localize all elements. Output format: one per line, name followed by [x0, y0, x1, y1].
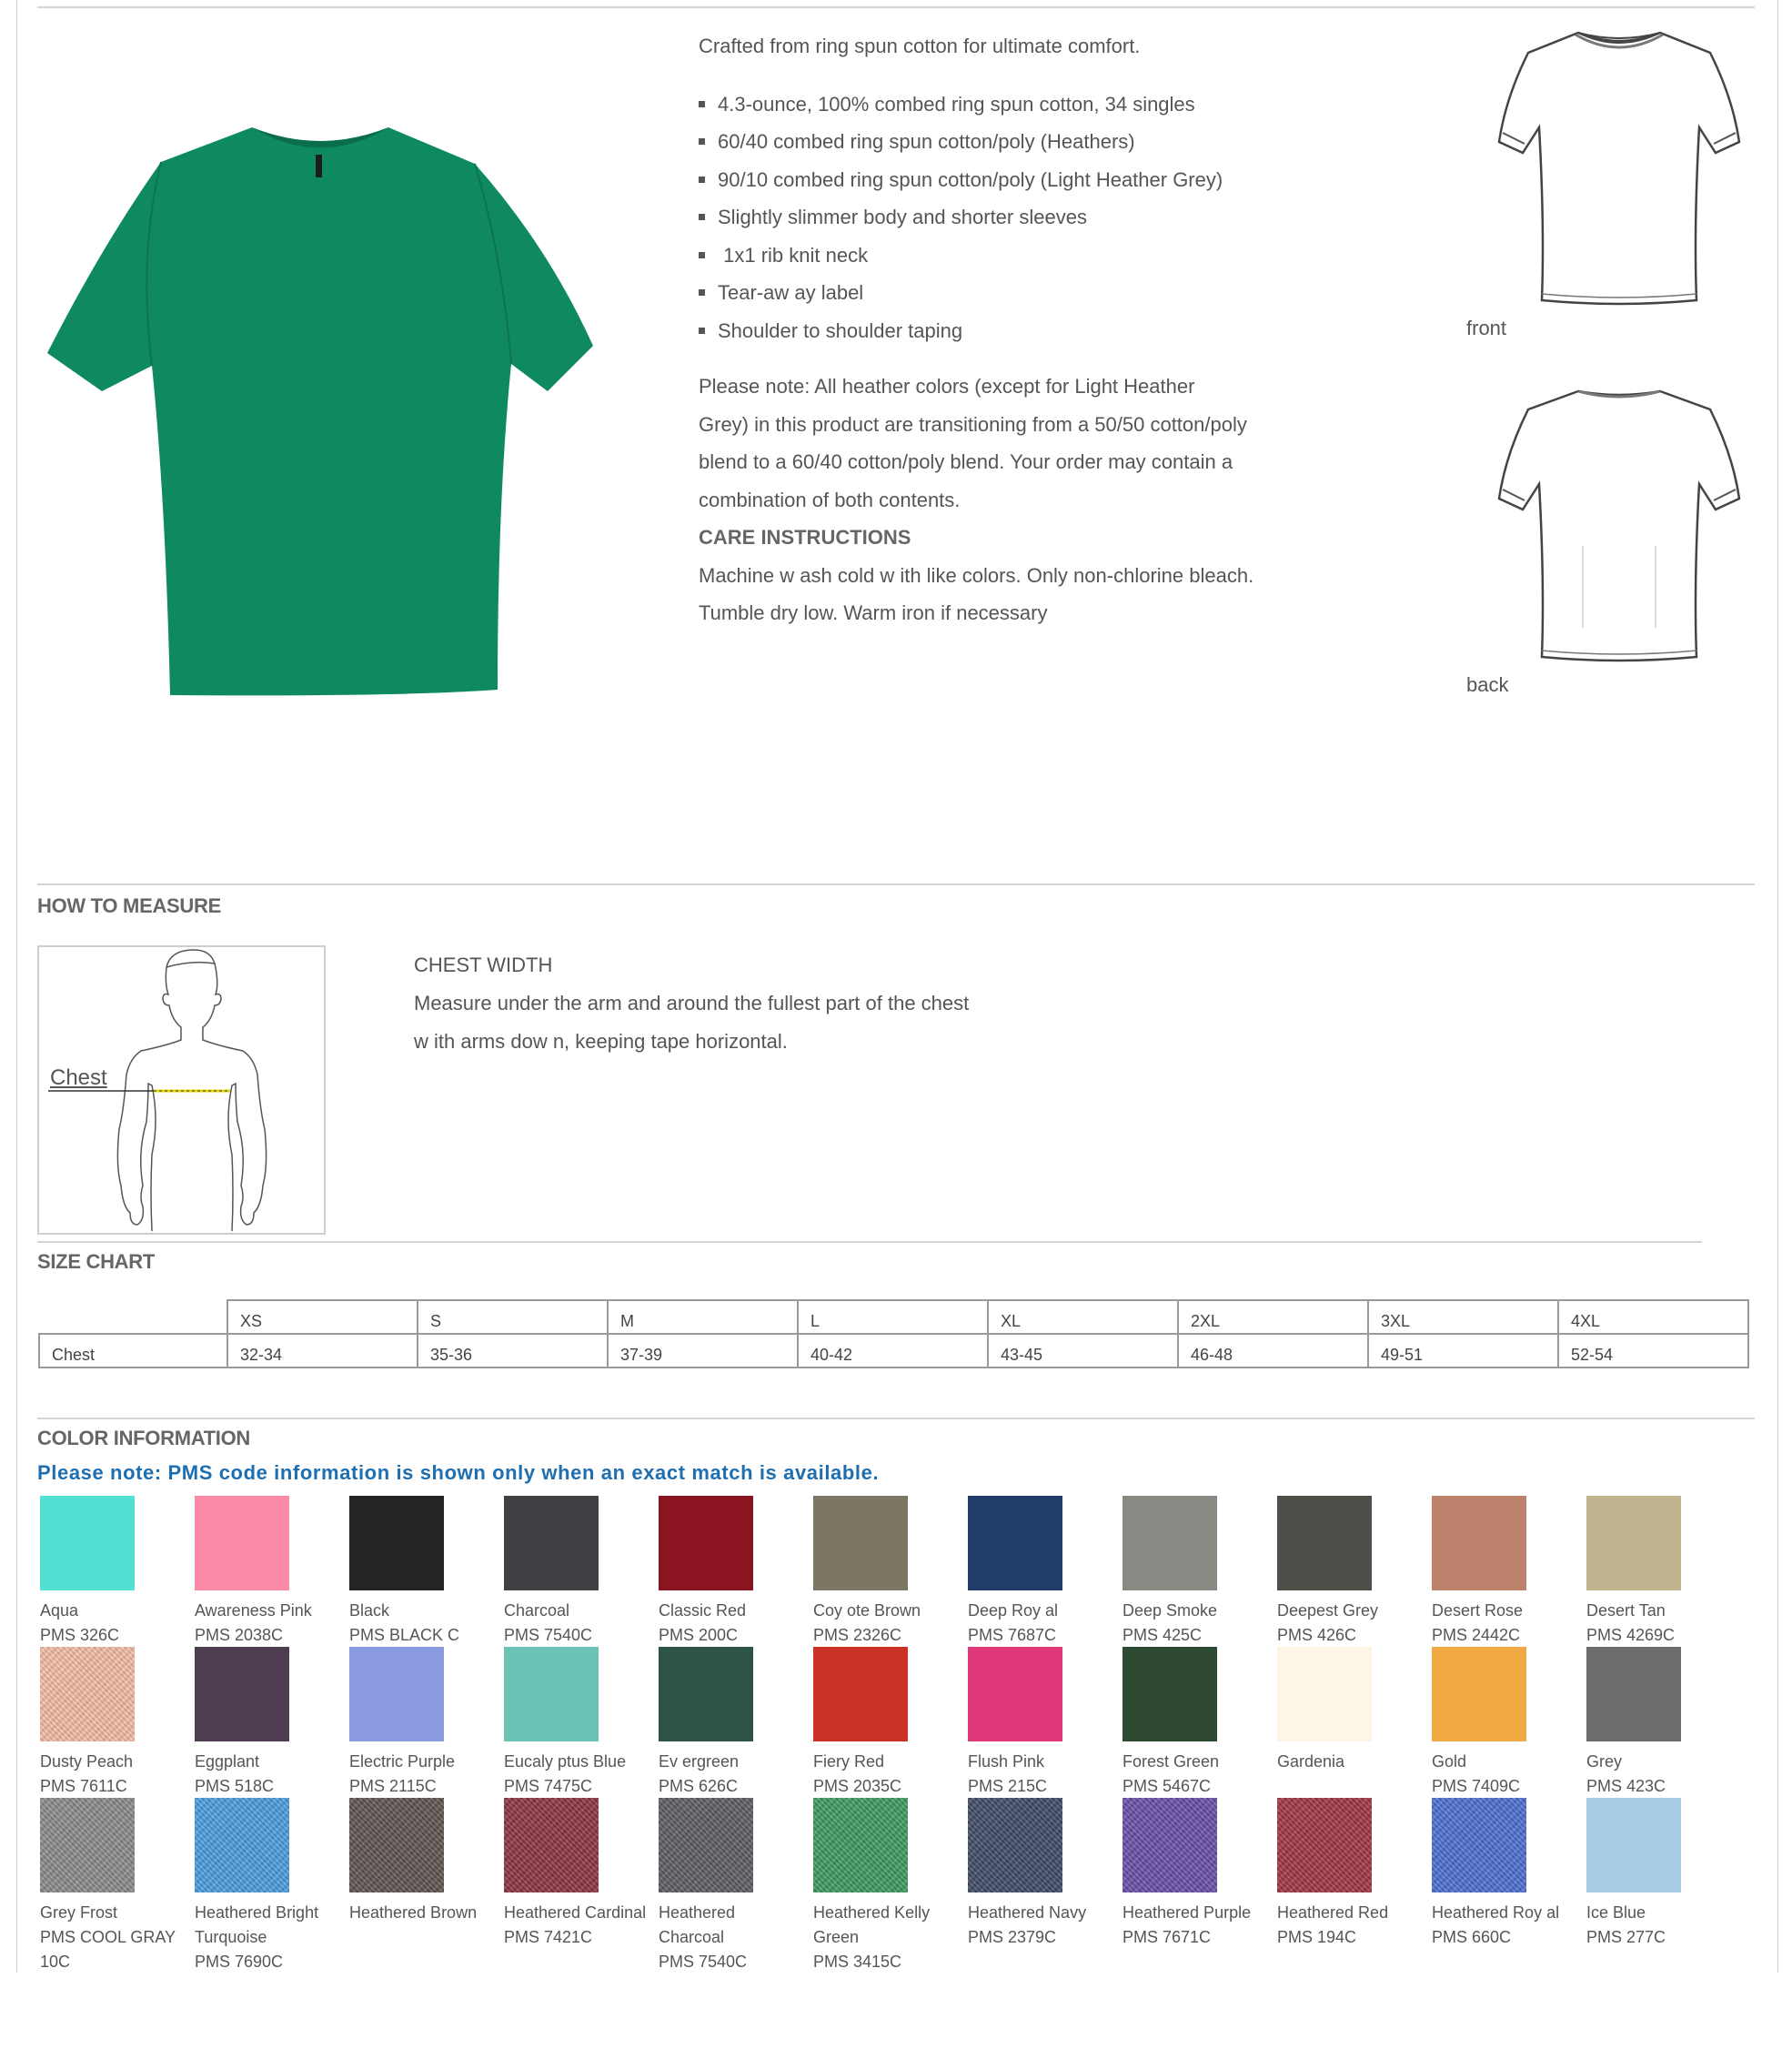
color-chip: [504, 1798, 599, 1892]
color-swatch-item: [813, 1496, 968, 1648]
pms-code: PMS 2035C: [813, 1777, 902, 1795]
color-name: Heathered Charcoal: [659, 1903, 736, 1946]
pms-code: PMS 7540C: [659, 1953, 748, 1971]
pms-code: PMS 7475C: [504, 1777, 593, 1795]
color-chip: [40, 1496, 135, 1590]
measure-line: Measure under the arm and around the fullest part of the chest: [414, 992, 970, 1014]
color-name: Desert Rose: [1432, 1601, 1524, 1620]
pms-code: PMS 7409C: [1432, 1777, 1521, 1795]
color-swatch-item: [349, 1647, 504, 1799]
pms-code: PMS 425C: [1123, 1626, 1203, 1644]
color-chip: [504, 1496, 599, 1590]
how-to-measure-title: HOW TO MEASURE: [37, 894, 221, 917]
note-line: combination of both contents.: [699, 488, 961, 511]
color-swatch-item: [1277, 1647, 1432, 1774]
pms-code: PMS 660C: [1432, 1928, 1512, 1946]
color-name: Flush Pink: [968, 1752, 1045, 1771]
color-swatch-item: [195, 1647, 349, 1799]
size-header-cell: XS: [227, 1300, 418, 1334]
color-name: Forest Green: [1123, 1752, 1220, 1771]
color-name: Heathered Bright Turquoise: [195, 1903, 319, 1946]
color-chip: [1586, 1647, 1681, 1741]
color-swatch-item: [40, 1496, 195, 1648]
color-name: Heathered Cardinal: [504, 1903, 647, 1922]
color-name: Eggplant: [195, 1752, 260, 1771]
pms-code: PMS 2115C: [349, 1777, 437, 1795]
size-value-cell: 46-48: [1178, 1334, 1368, 1368]
color-swatch-item: [504, 1798, 659, 1950]
care-line: Machine w ash cold w ith like colors. Only non-chlorine bleach.: [699, 563, 1254, 587]
size-chart-title: SIZE CHART: [37, 1250, 156, 1273]
pms-code: PMS 194C: [1277, 1928, 1357, 1946]
bullet-icon: [699, 214, 705, 220]
bullet-icon: [699, 289, 705, 296]
pms-code: PMS 4269C: [1586, 1626, 1676, 1644]
color-swatch-item: [968, 1496, 1123, 1648]
tshirt-back-sketch: [1492, 382, 1747, 673]
chest-label: Chest: [50, 1065, 107, 1090]
pms-code: PMS 7421C: [504, 1928, 593, 1946]
color-swatch-item: [349, 1496, 504, 1648]
divider: [37, 1241, 1702, 1243]
tshirt-body: [47, 127, 593, 695]
bullet-icon: [699, 101, 705, 107]
intro-text: Crafted from ring spun cotton for ultimate comfort.: [699, 35, 1141, 57]
size-header-row: [39, 1300, 1748, 1334]
pms-code: PMS 326C: [40, 1626, 120, 1644]
color-chip: [1277, 1798, 1372, 1892]
row-label-cell: Chest: [39, 1334, 227, 1368]
color-name: Grey: [1586, 1752, 1623, 1771]
size-header-cell: L: [798, 1300, 988, 1334]
color-chip: [813, 1647, 908, 1741]
pms-note: Please note: PMS code information is shown only when an exact match is available.: [37, 1461, 880, 1484]
bullet-icon: [699, 252, 705, 258]
color-name: Aqua: [40, 1601, 79, 1620]
size-header-cell: XL: [988, 1300, 1178, 1334]
color-swatch-item: [813, 1798, 968, 1974]
color-chip: [1432, 1647, 1526, 1741]
top-divider: [37, 6, 1755, 8]
color-swatch-item: [1277, 1496, 1432, 1648]
pms-code: PMS BLACK C: [349, 1626, 460, 1644]
color-name: Dusty Peach: [40, 1752, 134, 1771]
pms-code: PMS 426C: [1277, 1626, 1357, 1644]
color-chip: [40, 1647, 135, 1741]
pms-code: PMS 2442C: [1432, 1626, 1521, 1644]
feature-list: [699, 86, 1317, 350]
color-chip: [1277, 1496, 1372, 1590]
color-name: Ev ergreen: [659, 1752, 740, 1771]
color-name: Awareness Pink: [195, 1601, 312, 1620]
color-chip: [659, 1496, 753, 1590]
color-name: Gold: [1432, 1752, 1467, 1771]
pms-code: PMS 7687C: [968, 1626, 1057, 1644]
color-name: Eucaly ptus Blue: [504, 1752, 627, 1771]
note-line: Please note: All heather colors (except for Light Heather: [699, 375, 1195, 398]
color-name: Coy ote Brown: [813, 1601, 921, 1620]
color-swatch-item: [968, 1798, 1123, 1950]
color-chip: [1123, 1647, 1217, 1741]
care-line: Tumble dry low. Warm iron if necessary: [699, 601, 1048, 624]
color-chip: [195, 1647, 289, 1741]
color-chip: [659, 1647, 753, 1741]
pms-code: PMS 7540C: [504, 1626, 593, 1644]
color-swatch-item: [968, 1647, 1123, 1799]
color-swatch-item: [1123, 1798, 1277, 1950]
care-heading: CARE INSTRUCTIONS: [699, 526, 911, 549]
empty-corner-cell: [39, 1300, 227, 1334]
size-header-cell: 4XL: [1558, 1300, 1748, 1334]
feature-item: 4.3-ounce, 100% combed ring spun cotton, 34 singles: [699, 86, 1317, 124]
color-swatch-item: [349, 1798, 504, 1925]
color-name: Deepest Grey: [1277, 1601, 1379, 1620]
color-name: Gardenia: [1277, 1752, 1345, 1771]
color-swatch-item: [1277, 1798, 1432, 1950]
color-chip: [968, 1647, 1062, 1741]
color-chip: [813, 1798, 908, 1892]
color-swatch-item: [1586, 1647, 1741, 1799]
color-chip: [968, 1496, 1062, 1590]
pms-code: PMS 423C: [1586, 1777, 1666, 1795]
color-chip: [1123, 1496, 1217, 1590]
feature-item: 1x1 rib knit neck: [699, 237, 1317, 275]
size-header-cell: 3XL: [1368, 1300, 1558, 1334]
note-line: blend to a 60/40 cotton/poly blend. Your order may contain a: [699, 450, 1233, 473]
color-name: Charcoal: [504, 1601, 570, 1620]
color-chip: [349, 1647, 444, 1741]
color-swatch-item: [813, 1647, 968, 1799]
front-label: front: [1466, 317, 1507, 339]
color-name: Heathered Roy al: [1432, 1903, 1560, 1922]
color-information-title: COLOR INFORMATION: [37, 1427, 251, 1449]
pms-code: PMS 626C: [659, 1777, 739, 1795]
color-chip: [349, 1496, 444, 1590]
pms-code: PMS 3415C: [813, 1953, 902, 1971]
color-name: Black: [349, 1601, 390, 1620]
color-name: Deep Roy al: [968, 1601, 1059, 1620]
color-name: Heathered Kelly Green: [813, 1903, 931, 1946]
measure-instructions: [414, 946, 969, 1061]
pms-code: PMS 2379C: [968, 1928, 1057, 1946]
color-name: Fiery Red: [813, 1752, 885, 1771]
pms-code: PMS 7671C: [1123, 1928, 1212, 1946]
bullet-icon: [699, 177, 705, 183]
color-swatch-item: [40, 1798, 195, 1974]
feature-item: Shoulder to shoulder taping: [699, 312, 1317, 350]
color-chip: [1432, 1798, 1526, 1892]
size-value-cell: 43-45: [988, 1334, 1178, 1368]
color-chip: [968, 1798, 1062, 1892]
feature-item: 90/10 combed ring spun cotton/poly (Light Heather Grey): [699, 161, 1317, 199]
back-label: back: [1466, 673, 1509, 696]
size-header-cell: S: [418, 1300, 608, 1334]
color-name: Classic Red: [659, 1601, 747, 1620]
bullet-icon: [699, 138, 705, 145]
color-chip: [659, 1798, 753, 1892]
size-header-cell: 2XL: [1178, 1300, 1368, 1334]
color-chip: [1123, 1798, 1217, 1892]
color-swatch-item: [504, 1647, 659, 1799]
divider: [37, 1418, 1755, 1419]
color-chip: [504, 1647, 599, 1741]
pms-code: PMS 2326C: [813, 1626, 902, 1644]
chest-width-heading: CHEST WIDTH: [414, 954, 553, 976]
color-chip: [1277, 1647, 1372, 1741]
color-name: Grey Frost: [40, 1903, 118, 1922]
color-name: Electric Purple: [349, 1752, 456, 1771]
size-value-cell: 49-51: [1368, 1334, 1558, 1368]
color-chip: [1586, 1496, 1681, 1590]
color-swatch-item: [659, 1647, 813, 1799]
size-value-cell: 37-39: [608, 1334, 798, 1368]
color-chip: [1586, 1798, 1681, 1892]
color-swatch-item: [1432, 1798, 1586, 1950]
color-swatch-item: [1432, 1647, 1586, 1799]
color-chip: [349, 1798, 444, 1892]
color-chip: [195, 1798, 289, 1892]
tshirt-photo: [38, 118, 602, 719]
note-line: Grey) in this product are transitioning from a 50/50 cotton/poly: [699, 412, 1247, 436]
size-value-cell: 35-36: [418, 1334, 608, 1368]
color-swatch-item: [659, 1798, 813, 1974]
color-swatch-item: [1123, 1647, 1277, 1799]
color-swatch-item: [504, 1496, 659, 1648]
color-swatch-item: [1586, 1496, 1741, 1648]
pms-code: PMS 518C: [195, 1777, 275, 1795]
product-description: [699, 27, 1317, 632]
pms-code: PMS 215C: [968, 1777, 1048, 1795]
color-name: Ice Blue: [1586, 1903, 1646, 1922]
color-swatch-item: [195, 1496, 349, 1648]
chest-row: [39, 1334, 1748, 1368]
pms-code: PMS 7690C: [195, 1953, 284, 1971]
color-swatch-item: [1432, 1496, 1586, 1648]
pms-code: PMS COOL GRAY 10C: [40, 1928, 176, 1971]
pms-code: PMS 5467C: [1123, 1777, 1212, 1795]
measure-figure: [37, 945, 326, 1235]
feature-item: Slightly slimmer body and shorter sleeves: [699, 198, 1317, 237]
bullet-icon: [699, 328, 705, 334]
color-swatch-item: [195, 1798, 349, 1974]
feature-item: 60/40 combed ring spun cotton/poly (Heathers): [699, 123, 1317, 161]
size-value-cell: 40-42: [798, 1334, 988, 1368]
color-name: Heathered Purple: [1123, 1903, 1252, 1922]
size-value-cell: 32-34: [227, 1334, 418, 1368]
pms-code: PMS 200C: [659, 1626, 739, 1644]
color-swatch-item: [1586, 1798, 1741, 1950]
color-chip: [195, 1496, 289, 1590]
pms-code: PMS 2038C: [195, 1626, 284, 1644]
color-swatch-item: [40, 1647, 195, 1799]
color-swatch-item: [659, 1496, 813, 1648]
color-swatch-item: [1123, 1496, 1277, 1648]
color-chip: [813, 1496, 908, 1590]
tshirt-front-sketch: [1492, 25, 1747, 317]
pms-code: PMS 277C: [1586, 1928, 1666, 1946]
color-chip: [40, 1798, 135, 1892]
color-name: Desert Tan: [1586, 1601, 1666, 1620]
size-chart-table: [38, 1299, 1749, 1368]
color-chip: [1432, 1496, 1526, 1590]
size-header-cell: M: [608, 1300, 798, 1334]
color-name: Heathered Brown: [349, 1903, 478, 1922]
color-name: Deep Smoke: [1123, 1601, 1218, 1620]
size-value-cell: 52-54: [1558, 1334, 1748, 1368]
measure-line: w ith arms dow n, keeping tape horizontal.: [414, 1030, 788, 1053]
divider: [37, 883, 1755, 885]
color-name: Heathered Navy: [968, 1903, 1087, 1922]
feature-item: Tear-aw ay label: [699, 274, 1317, 312]
color-name: Heathered Red: [1277, 1903, 1389, 1922]
pms-code: PMS 7611C: [40, 1777, 127, 1795]
